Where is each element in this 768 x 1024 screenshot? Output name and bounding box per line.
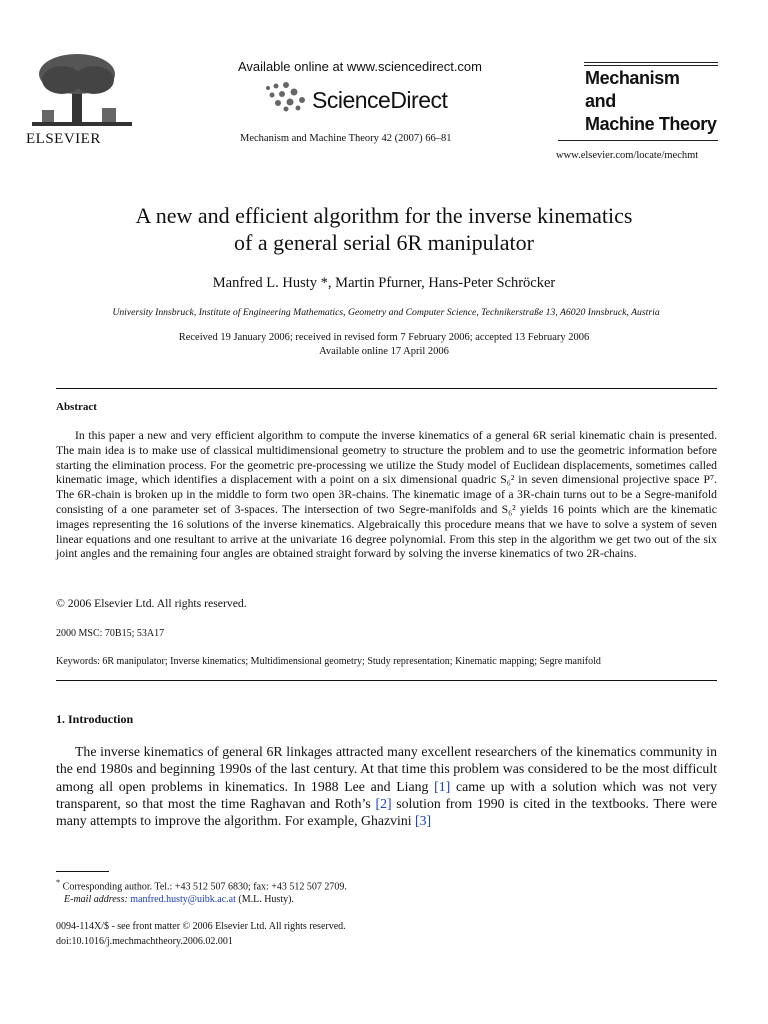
journal-title-rule — [558, 140, 718, 141]
sciencedirect-dots-icon — [262, 82, 312, 112]
keywords: Keywords: 6R manipulator; Inverse kinematics; Multidimensional geometry; Study representation; Kinematic mapping; Segre manifold — [56, 656, 601, 667]
title-line: of a general serial 6R manipulator — [234, 230, 534, 255]
available-date: Available online 17 April 2006 — [319, 346, 449, 357]
intro-body — [56, 743, 717, 829]
email-suffix: (M.L. Husty). — [238, 894, 294, 906]
intro-text: solution from 1990 is cited in the textbooks. There were many attempts to improve the algorithm. For example, Ghazvini — [56, 795, 718, 829]
journal-title-rule — [584, 65, 718, 66]
received-dates: Received 19 January 2006; received in revised form 7 February 2006; accepted 13 February 2006 — [178, 332, 590, 343]
journal-title-rule — [584, 62, 718, 63]
journal-reference: Mechanism and Machine Theory 42 (2007) 66–81 — [240, 133, 452, 144]
affiliation: University Innsbruck, Institute of Engineering Mathematics, Geometry and Computer Science, Technikerstraße 13, A6020 Innsbruck, Austria — [112, 307, 660, 318]
journal-title-line: and — [585, 91, 616, 111]
title-line: A new and efficient algorithm for the inverse kinematics — [135, 203, 633, 228]
intro-text: The inverse kinematics of general 6R linkages attracted many excellent researchers of the kinematics community in the end 1980s and beginning 1990s of the last century. At that time this problem was considered to be the most difficult among all open problems in kinematics. In 1988 Lee and Liang — [56, 744, 717, 794]
journal-url[interactable]: www.elsevier.com/locate/mechmt — [556, 150, 699, 161]
article-title — [60, 202, 708, 256]
sciencedirect-wordmark: ScienceDirect — [312, 87, 448, 113]
footnote — [56, 876, 716, 906]
citation-link[interactable]: [3] — [415, 813, 432, 829]
journal-title — [585, 67, 716, 136]
msc-codes: 2000 MSC: 70B15; 53A17 — [56, 628, 165, 639]
footnote-rule — [56, 871, 109, 872]
journal-title-line: Mechanism — [585, 68, 680, 88]
divider — [56, 680, 717, 681]
divider — [56, 388, 717, 389]
citation-link[interactable]: [1] — [434, 778, 451, 794]
intro-text: came up with a solution which was not very transparent, so that most the time Raghavan and Roth’s — [56, 778, 717, 811]
corresponding-author: Corresponding author. Tel.: +43 512 507 6830; fax: +43 512 507 2709. — [62, 881, 347, 893]
footnote-corresponding — [56, 876, 716, 893]
footnote-marker: * — [56, 878, 61, 887]
citation-link[interactable]: [2] — [375, 795, 392, 811]
email-link[interactable]: manfred.husty@uibk.ac.at — [130, 894, 236, 906]
footnote-email-line — [56, 893, 716, 906]
issn-line: 0094-114X/$ - see front matter © 2006 Elsevier Ltd. All rights reserved. — [56, 921, 346, 932]
article-dates — [60, 331, 708, 359]
section-heading: 1. Introduction — [56, 712, 134, 726]
available-online-text: Available online at www.sciencedirect.com — [238, 59, 482, 74]
publisher-name: ELSEVIER — [26, 131, 101, 147]
journal-title-line: Machine Theory — [585, 114, 717, 134]
abstract-text: In this paper a new and very efficient algorithm to compute the inverse kinematics of a general 6R serial kinematic chain is presented. The main idea is to make use of classical multidimensional geometry to structure the problem and to use the geometric information before starting the elimination process. For the geometric pre-processing we utilize the Study model of Euclidean displacements, sometimes called kinematic image, which identifies a displacement with a point on a six dimensional quadric S₆² in seven dimensional projective space P⁷. The 6R-chain is broken up in the middle to form two open 3R-chains. The kinematic image of a 3R-chain turns out to be a Segre-manifold consisting of a one parameter set of 3-spaces. The intersection of two Segre-manifolds and S₆² yields 16 points which are the kinematic images representing the 16 solutions of the inverse kinematics. Algebraically this procedure means that we have to solve a system of seven linear equations and one resultant to arrive at the univariate 16 degree polynomial. From this step in the algorithm we get two out of the six joint angles and the remaining four angles are obtained straight forward by solving the inverse kinematics of two 2R-chains. — [56, 429, 717, 561]
abstract-body — [56, 429, 717, 562]
doi-line[interactable]: doi:10.1016/j.mechmachtheory.2006.02.001 — [56, 936, 233, 947]
page-footer — [56, 919, 346, 949]
email-label: E-mail address: — [64, 894, 128, 906]
abstract-heading: Abstract — [56, 401, 97, 413]
copyright-notice: © 2006 Elsevier Ltd. All rights reserved. — [56, 597, 247, 610]
author-list: Manfred L. Husty *, Martin Pfurner, Hans-Peter Schröcker — [212, 275, 556, 291]
intro-paragraph — [56, 743, 717, 829]
